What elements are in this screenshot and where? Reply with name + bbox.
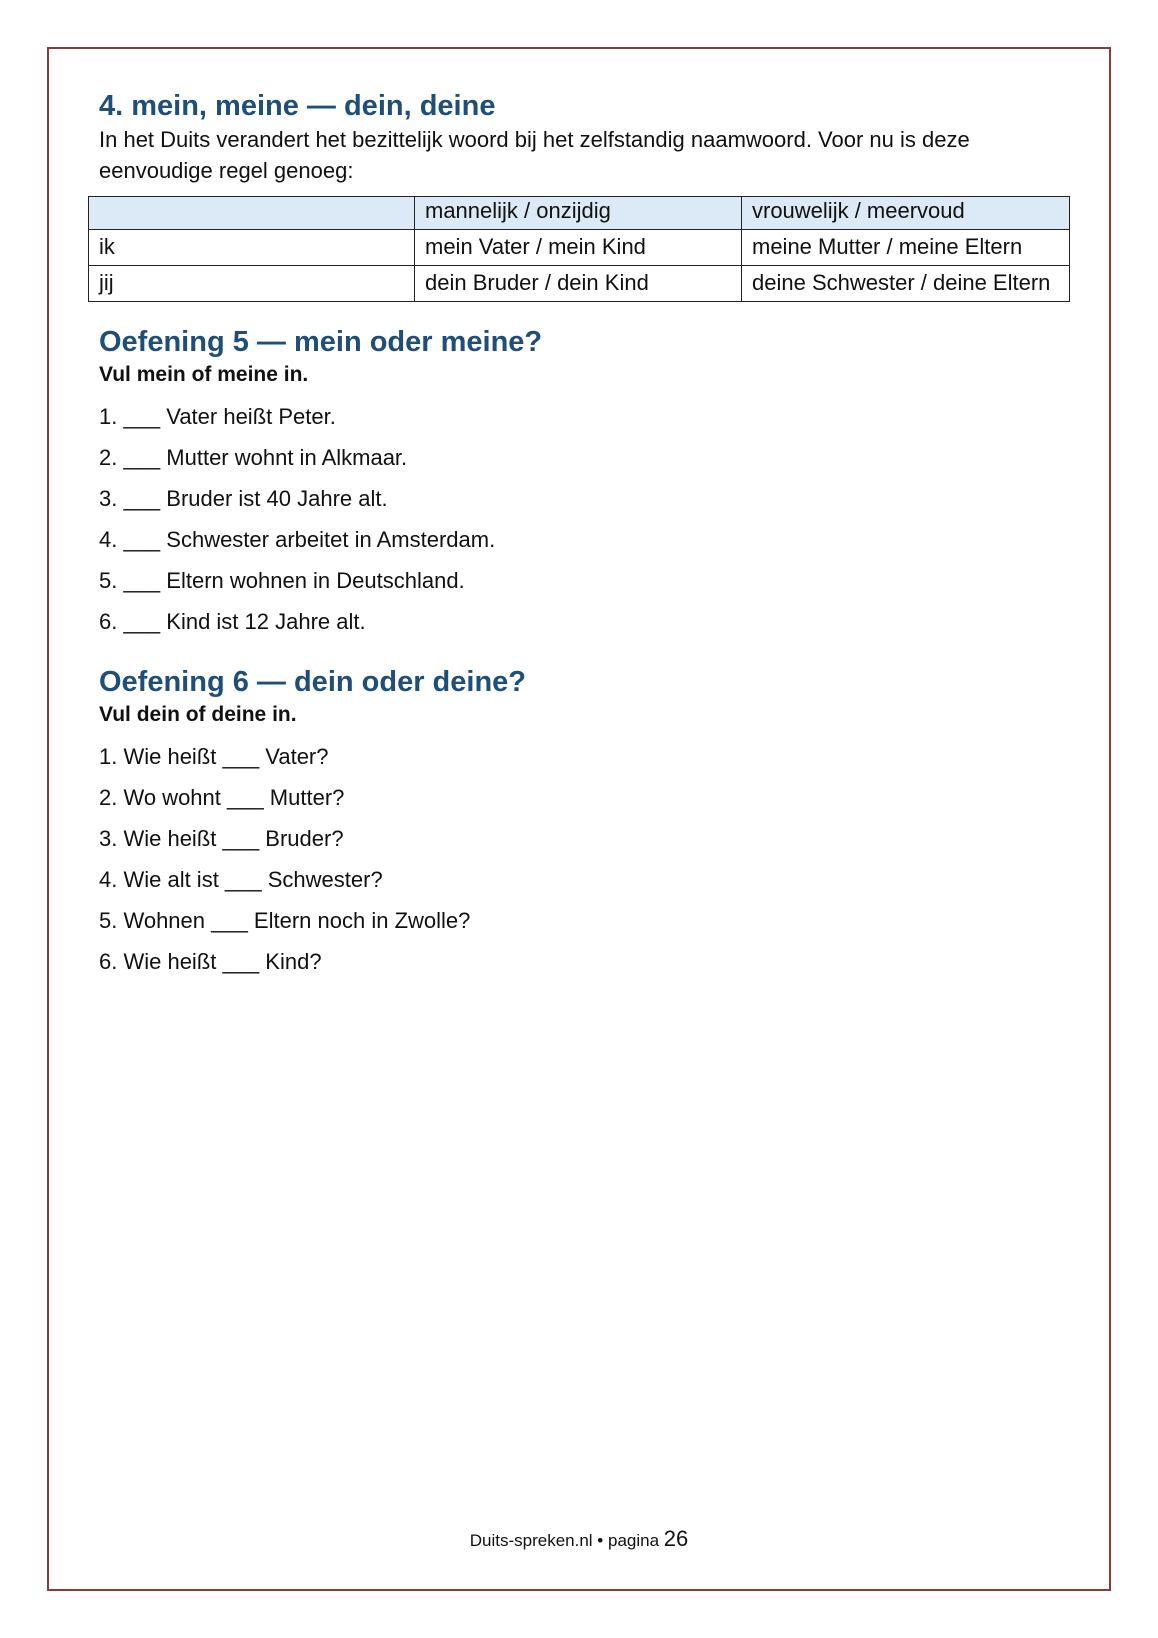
footer-page-label: pagina xyxy=(607,1531,660,1550)
possessive-table xyxy=(88,196,1070,302)
table-header-row xyxy=(89,197,1070,230)
list-item: 4. Wie alt ist ___ Schwester? xyxy=(99,867,383,892)
exercise5-title: Oefening 5 — mein oder meine? xyxy=(99,326,543,358)
footer-site: Duits-spreken.nl xyxy=(469,1531,593,1550)
page-content xyxy=(99,88,1079,982)
list-item: 2. Wo wohnt ___ Mutter? xyxy=(99,785,345,810)
exercise6-instruction: Vul dein of deine in. xyxy=(99,703,297,726)
page-footer xyxy=(0,1526,1158,1552)
list-item: 5. Wohnen ___ Eltern noch in Zwolle? xyxy=(99,908,471,933)
table-header-cell xyxy=(89,197,415,230)
list-item: 1. Wie heißt ___ Vater? xyxy=(99,744,329,769)
exercise6-title: Oefening 6 — dein oder deine? xyxy=(99,666,526,698)
table-row xyxy=(89,266,1070,302)
exercise5-list xyxy=(99,396,1079,642)
list-item: 3. Wie heißt ___ Bruder? xyxy=(99,826,344,851)
section-intro: In het Duits verandert het bezittelijk woord bij het zelfstandig naamwoord. Voor nu is deze eenvoudige regel genoeg: xyxy=(99,127,970,183)
footer-separator: • xyxy=(597,1531,604,1550)
footer-page-number: 26 xyxy=(663,1526,689,1551)
table-header-cell: mannelijk / onzijdig xyxy=(415,197,742,230)
table-cell: meine Mutter / meine Eltern xyxy=(742,230,1070,266)
list-item: 5. ___ Eltern wohnen in Deutschland. xyxy=(99,568,465,593)
table-cell: mein Vater / mein Kind xyxy=(415,230,742,266)
table-cell: deine Schwester / deine Eltern xyxy=(742,266,1070,302)
table-cell: dein Bruder / dein Kind xyxy=(415,266,742,302)
section-title: 4. mein, meine — dein, deine xyxy=(99,90,496,122)
exercise6-list xyxy=(99,736,1079,982)
table-header-cell: vrouwelijk / meervoud xyxy=(742,197,1070,230)
table-row xyxy=(89,230,1070,266)
list-item: 2. ___ Mutter wohnt in Alkmaar. xyxy=(99,445,408,470)
list-item: 3. ___ Bruder ist 40 Jahre alt. xyxy=(99,486,388,511)
table-cell: ik xyxy=(89,230,415,266)
list-item: 1. ___ Vater heißt Peter. xyxy=(99,404,336,429)
exercise5-instruction: Vul mein of meine in. xyxy=(99,363,309,386)
list-item: 6. ___ Kind ist 12 Jahre alt. xyxy=(99,609,366,634)
list-item: 6. Wie heißt ___ Kind? xyxy=(99,949,322,974)
table-cell: jij xyxy=(89,266,415,302)
list-item: 4. ___ Schwester arbeitet in Amsterdam. xyxy=(99,527,496,552)
